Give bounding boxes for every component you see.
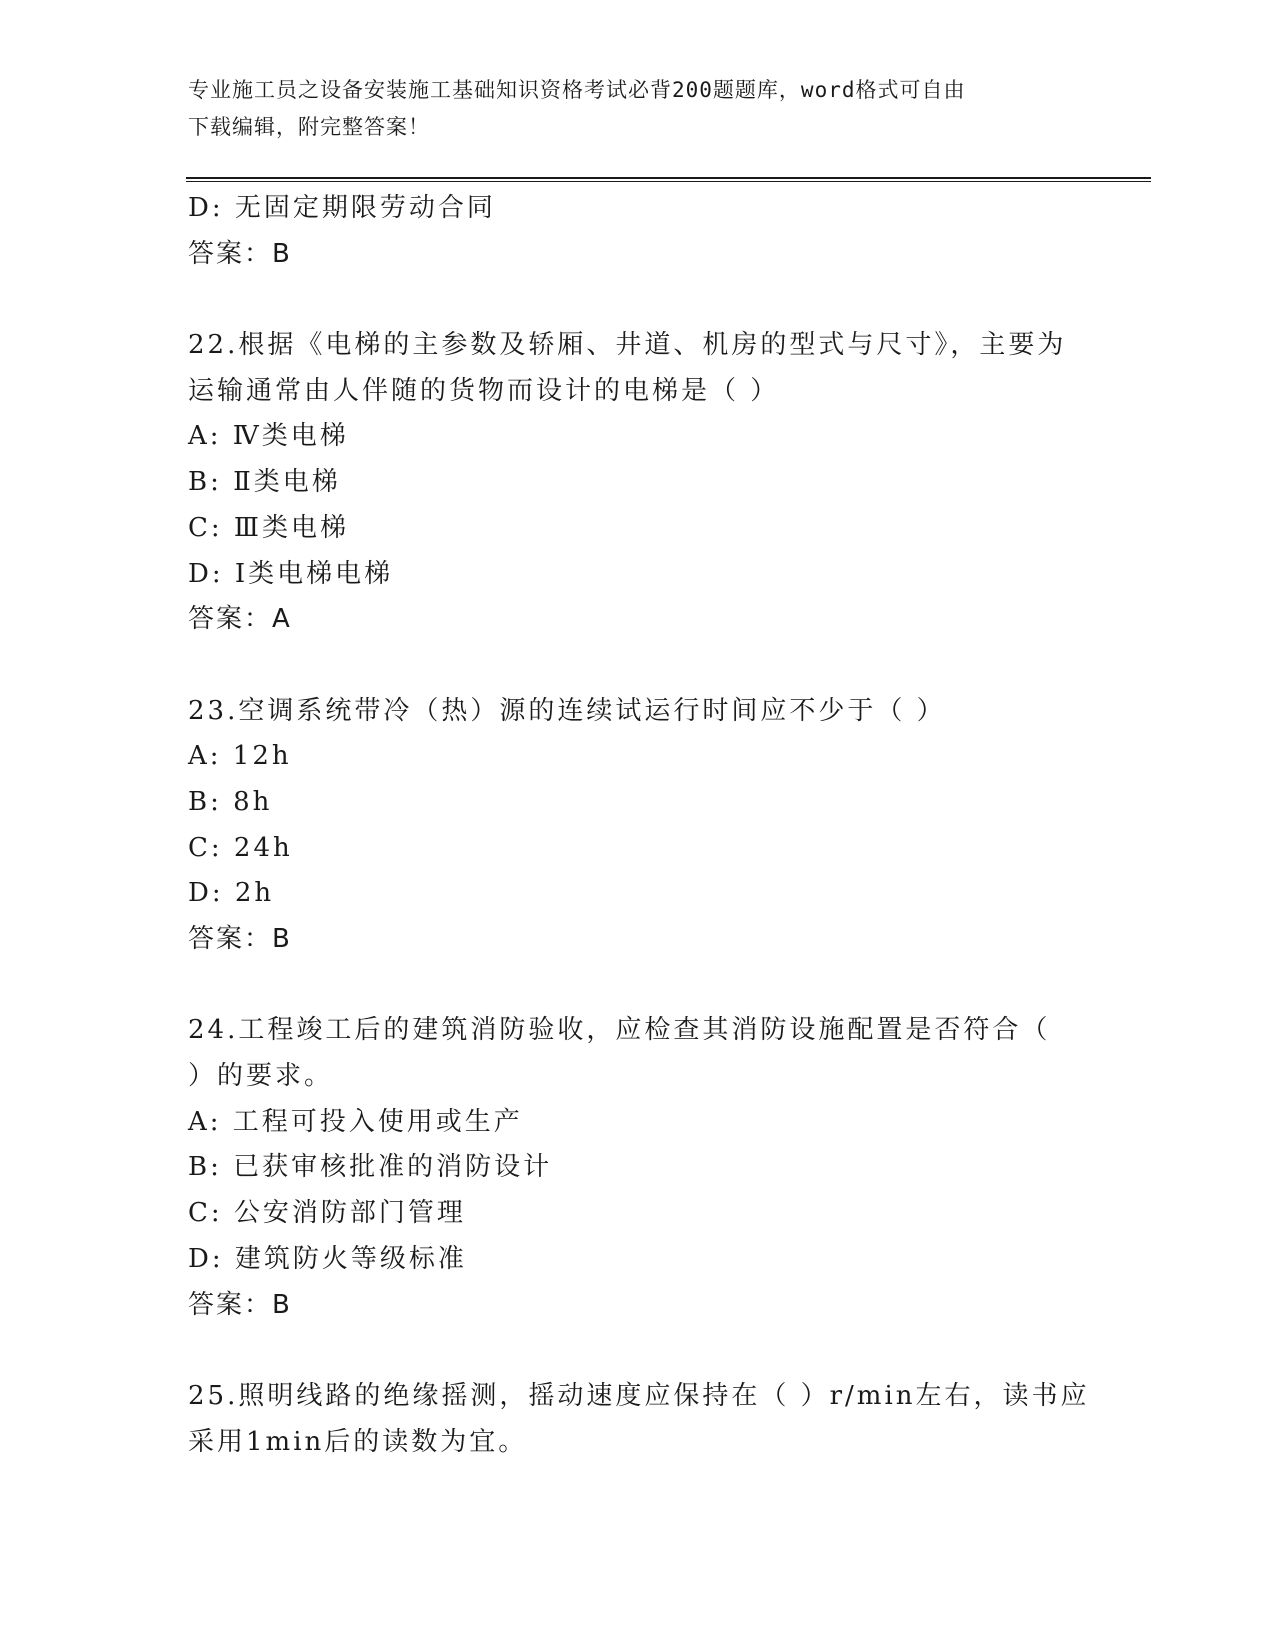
q25-stem-line-2: 采用1min后的读数为宜。 — [188, 1426, 528, 1457]
q22-stem-line-2: 运输通常由人伴随的货物而设计的电梯是（ ） — [188, 375, 780, 406]
q23-option-c: C: 24h — [188, 832, 293, 863]
q22-option-b: B: Ⅱ类电梯 — [188, 467, 341, 498]
q22-answer: 答案：A — [188, 604, 292, 635]
q24-stem-line-1: 24.工程竣工后的建筑消防验收，应检查其消防设施配置是否符合（ — [188, 1015, 1051, 1046]
q22-stem-line-1: 22.根据《电梯的主参数及轿厢、井道、机房的型式与尺寸》，主要为 — [188, 330, 1067, 361]
spacer — [188, 1328, 1088, 1374]
q22-option-a: A: Ⅳ类电梯 — [188, 421, 349, 452]
q23-option-d: D: 2h — [188, 878, 275, 909]
q23-option-b: B: 8h — [188, 786, 273, 817]
header-divider — [186, 177, 1151, 182]
q23-stem-line-1: 23.空调系统带冷（热）源的连续试运行时间应不少于（ ） — [188, 695, 946, 726]
q24-option-a: A: 工程可投入使用或生产 — [188, 1106, 523, 1137]
prev-answer: 答案：B — [188, 238, 292, 269]
spacer — [188, 277, 1088, 323]
q23-answer: 答案：B — [188, 924, 292, 954]
header-title-line-2: 下载编辑，附完整答案！ — [188, 115, 430, 139]
q24-option-b: B: 已获审核批准的消防设计 — [188, 1152, 553, 1183]
q24-option-d: D: 建筑防火等级标准 — [188, 1243, 467, 1274]
q24-answer: 答案：B — [188, 1289, 292, 1320]
question-content — [188, 186, 1088, 1465]
spacer — [188, 643, 1088, 689]
q22-option-d: D: Ⅰ类电梯电梯 — [188, 558, 394, 589]
q24-stem-line-2: ）的要求。 — [188, 1061, 334, 1092]
spacer — [188, 963, 1088, 1009]
page-header — [188, 72, 1088, 146]
q24-option-c: C: 公安消防部门管理 — [188, 1198, 466, 1229]
q25-stem-line-1: 25.照明线路的绝缘摇测，摇动速度应保持在（ ）r/min左右，读书应 — [188, 1380, 1090, 1411]
q23-option-a: A: 12h — [188, 741, 292, 772]
prev-option-d: D: 无固定期限劳动合同 — [188, 193, 496, 223]
header-title-line-1: 专业施工员之设备安装施工基础知识资格考试必背200题题库，word格式可自由 — [188, 78, 966, 102]
q22-option-c: C: Ⅲ类电梯 — [188, 512, 349, 543]
